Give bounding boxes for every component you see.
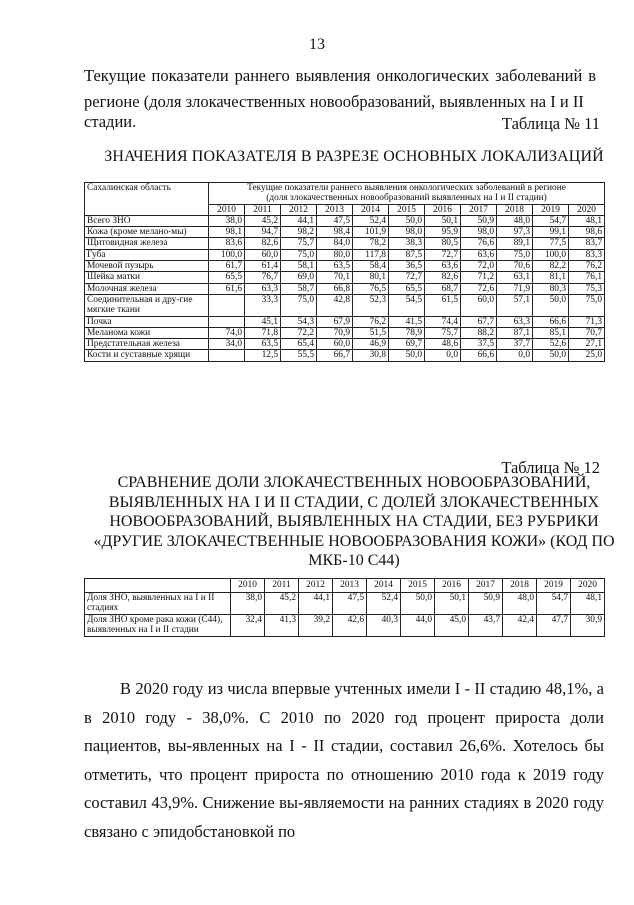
- table-11-cell: 74,4: [425, 316, 461, 327]
- table-11-cell: 52,4: [353, 215, 389, 226]
- table-11-cell: 98,1: [209, 227, 245, 238]
- table-11-cell: 68,7: [425, 283, 461, 294]
- table-11-cell: 52,3: [353, 294, 389, 316]
- body-paragraph: В 2020 году из числа впервые учтенных имели I - II стадию 48,1%, а в 2010 году - 38,0%. С 2010 по 2020 год процент прироста доли пациентов, вы-явленных на I - II стадии, составил 26,6%. Хотелось бы отметить, что процент прироста по отношению 2010 года к 2019 году составил 43,9%. Снижение вы-являемости на ранних стадиях в 2020 году связано с эпидобстановкой по: [84, 679, 604, 841]
- table-12-cell: 47,7: [537, 614, 571, 636]
- table-11-cell: 98,4: [317, 227, 353, 238]
- table-11-row-label: Кожа (кроме мелано-мы): [85, 227, 209, 238]
- table-12-corner-cell: [85, 579, 231, 593]
- table-11-cell: 48,0: [497, 215, 533, 226]
- table-12-cell: 50,0: [401, 593, 435, 615]
- table-11-cell: 71,2: [461, 272, 497, 283]
- table-11-cell: 76,7: [245, 272, 281, 283]
- table-11-cell: 63,5: [317, 261, 353, 272]
- table-11-row-label: Кости и суставные хрящи: [85, 350, 209, 361]
- table-11-cell: 74,0: [209, 327, 245, 338]
- table-11-cell: 80,1: [353, 272, 389, 283]
- table-12-cell: 39,2: [299, 614, 333, 636]
- table-12-cell: 32,4: [231, 614, 265, 636]
- table-11-cell: 50,0: [533, 350, 569, 361]
- table-11-year-2012: 2012: [281, 204, 317, 215]
- table-11-cell: 76,6: [461, 238, 497, 249]
- table-11-row: [85, 327, 605, 338]
- table-11-cell: 80,0: [317, 249, 353, 260]
- table-11-cell: 75,3: [569, 283, 605, 294]
- table-11-row-label: Молочная железа: [85, 283, 209, 294]
- table-11-cell: 37,5: [461, 339, 497, 350]
- table-12-cell: 45,2: [265, 593, 299, 615]
- table-11-cell: 52,6: [533, 339, 569, 350]
- table-11-cell: 76,1: [569, 272, 605, 283]
- table-12-year-2010: 2010: [231, 579, 265, 593]
- table-11-cell: 83,6: [209, 238, 245, 249]
- table-12-cell: 44,1: [299, 593, 333, 615]
- table-11-cell: 72,6: [461, 283, 497, 294]
- table-11-cell: 75,7: [281, 238, 317, 249]
- table-12-year-2018: 2018: [503, 579, 537, 593]
- table-11-cell: 70,7: [569, 327, 605, 338]
- table-11-row-label: Губа: [85, 249, 209, 260]
- table-11-row-label: Шейка матки: [85, 272, 209, 283]
- table-11-cell: 48,1: [569, 215, 605, 226]
- table-11-cell: 66,6: [533, 316, 569, 327]
- table-11-cell: 77,5: [533, 238, 569, 249]
- table-11-cell: 71,9: [497, 283, 533, 294]
- table-11-cell: 72,7: [389, 272, 425, 283]
- table-12-year-2020: 2020: [571, 579, 605, 593]
- table-12-cell: 45,0: [435, 614, 469, 636]
- table-12-year-2012: 2012: [299, 579, 333, 593]
- table-11-row: [85, 339, 605, 350]
- table-11-year-2020: 2020: [569, 204, 605, 215]
- table-11-cell: 100,0: [533, 249, 569, 260]
- table-12-cell: 50,9: [469, 593, 503, 615]
- table-11-cell: 69,7: [389, 339, 425, 350]
- table-11-row-label: Почка: [85, 316, 209, 327]
- table-12-cell: 42,6: [333, 614, 367, 636]
- table-11-cell: 70,9: [317, 327, 353, 338]
- table-11-cell: 54,7: [533, 215, 569, 226]
- table-11-cell: 83,7: [569, 238, 605, 249]
- table-12-year-2014: 2014: [367, 579, 401, 593]
- table-11-row: [85, 261, 605, 272]
- table-11-row-label: Щитовидная железа: [85, 238, 209, 249]
- table-11-cell: 34,0: [209, 339, 245, 350]
- table-12-year-2013: 2013: [333, 579, 367, 593]
- table-12-cell: 38,0: [231, 593, 265, 615]
- table-11-cell: 75,7: [425, 327, 461, 338]
- table-11-row: [85, 350, 605, 361]
- table-11-year-2014: 2014: [353, 204, 389, 215]
- table-11-cell: 63,5: [245, 339, 281, 350]
- table-11-cell: 63,6: [461, 249, 497, 260]
- table-11-year-2013: 2013: [317, 204, 353, 215]
- table-11-row-label: Мочевой пузырь: [85, 261, 209, 272]
- table-12-row: [85, 614, 605, 636]
- table-11-cell: 82,2: [533, 261, 569, 272]
- table-11-cell: 76,5: [353, 283, 389, 294]
- table-11-row: [85, 272, 605, 283]
- table-12-cell: 44,0: [401, 614, 435, 636]
- table-12-row-label: Доля ЗНО кроме рака кожи (С44), выявленных на I и II стадии: [85, 614, 231, 636]
- table-11-title: ЗНАЧЕНИЯ ПОКАЗАТЕЛЯ В РАЗРЕЗЕ ОСНОВНЫХ ЛОКАЛИЗАЦИЙ: [104, 148, 604, 165]
- table-11-row: [85, 227, 605, 238]
- table-11-cell: 36,5: [389, 261, 425, 272]
- table-11-row: [85, 215, 605, 226]
- table-11-cell: 98,6: [569, 227, 605, 238]
- table-11-cell: 50,0: [389, 215, 425, 226]
- table-12-year-2015: 2015: [401, 579, 435, 593]
- table-11-cell: [209, 294, 245, 316]
- table-11-cell: 87,5: [389, 249, 425, 260]
- table-11-label: Таблица № 11: [501, 114, 600, 133]
- table-11-cell: 50,0: [533, 294, 569, 316]
- table-12-cell: 40,3: [367, 614, 401, 636]
- table-11: [84, 182, 605, 362]
- table-11-cell: 83,3: [569, 249, 605, 260]
- table-11-year-2015: 2015: [389, 204, 425, 215]
- table-11-cell: [209, 350, 245, 361]
- table-11-cell: 30,8: [353, 350, 389, 361]
- table-11-year-2019: 2019: [533, 204, 569, 215]
- table-11-row-label: Соединительная и дру-гие мягкие ткани: [85, 294, 209, 316]
- table-11-cell: 65,4: [281, 339, 317, 350]
- table-11-cell: 45,2: [245, 215, 281, 226]
- table-11-row: [85, 283, 605, 294]
- table-11-cell: 63,6: [425, 261, 461, 272]
- table-11-cell: 98,0: [389, 227, 425, 238]
- table-12-title: СРАВНЕНИЕ ДОЛИ ЗЛОКАЧЕСТВЕННЫХ НОВООБРАЗОВАНИЙ, ВЫЯВЛЕННЫХ НА I И II СТАДИИ, С ДОЛЕЙ ЗЛОКАЧЕСТВЕННЫХ НОВООБРАЗОВАНИЙ, ВЫЯВЛЕННЫХ НА СТАДИИ, БЕЗ РУБРИКИ «ДРУГИЕ ЗЛОКАЧЕСТВЕННЫЕ НОВООБРАЗОВАНИЯ КОЖИ» (КОД ПО МКБ-10 С44): [93, 474, 615, 569]
- table-11-cell: 41,5: [389, 316, 425, 327]
- table-12-cell: 43,7: [469, 614, 503, 636]
- table-11-cell: 76,2: [569, 261, 605, 272]
- table-11-row-label: Меланома кожи: [85, 327, 209, 338]
- intro-line-1: Текущие показатели раннего выявления онкологических заболеваний в: [84, 66, 596, 85]
- table-11-cell: 84,0: [317, 238, 353, 249]
- table-11-cell: 63,1: [497, 272, 533, 283]
- table-11-cell: 63,3: [497, 316, 533, 327]
- table-11-cell: 50,9: [461, 215, 497, 226]
- intro-line-2: регионе (доля злокачественных новообразований, выявленных на I и II стадии.: [84, 92, 584, 131]
- table-11-cell: 100,0: [209, 249, 245, 260]
- table-11-cell: 61,5: [425, 294, 461, 316]
- table-11-cell: 72,7: [425, 249, 461, 260]
- table-12-year-2016: 2016: [435, 579, 469, 593]
- table-11-cell: 75,0: [281, 249, 317, 260]
- table-11-cell: 80,3: [533, 283, 569, 294]
- table-11-cell: 38,0: [209, 215, 245, 226]
- table-11-cell: 98,2: [281, 227, 317, 238]
- table-11-cell: 60,0: [461, 294, 497, 316]
- table-11-row: [85, 294, 605, 316]
- table-11-cell: 54,5: [389, 294, 425, 316]
- table-11-cell: 72,2: [281, 327, 317, 338]
- table-11-cell: 70,1: [317, 272, 353, 283]
- table-11-cell: 0,0: [497, 350, 533, 361]
- table-11-row-label: Всего ЗНО: [85, 215, 209, 226]
- table-11-cell: 87,1: [497, 327, 533, 338]
- table-11-cell: 82,6: [245, 238, 281, 249]
- table-11-cell: 46,9: [353, 339, 389, 350]
- table-11-cell: 67,7: [461, 316, 497, 327]
- table-11-cell: 67,9: [317, 316, 353, 327]
- table-11-cell: 25,0: [569, 350, 605, 361]
- table-11-cell: 85,1: [533, 327, 569, 338]
- table-11-header-row: [85, 183, 605, 205]
- table-11-cell: 37,7: [497, 339, 533, 350]
- table-11-row: [85, 238, 605, 249]
- table-11-row: [85, 316, 605, 327]
- table-12-cell: 48,1: [571, 593, 605, 615]
- table-11-cell: 94,7: [245, 227, 281, 238]
- table-11-cell: 82,6: [425, 272, 461, 283]
- table-11-cell: 54,3: [281, 316, 317, 327]
- table-12-year-2011: 2011: [265, 579, 299, 593]
- table-11-cell: 69,0: [281, 272, 317, 283]
- table-12-year-row: [85, 579, 605, 593]
- table-12-cell: 30,9: [571, 614, 605, 636]
- table-12-cell: 47,5: [333, 593, 367, 615]
- table-11-cell: 48,6: [425, 339, 461, 350]
- table-11-cell: 61,7: [209, 261, 245, 272]
- table-11-cell: 97,3: [497, 227, 533, 238]
- table-11-cell: 98,0: [461, 227, 497, 238]
- table-12-cell: 54,7: [537, 593, 571, 615]
- table-11-cell: 60,0: [317, 339, 353, 350]
- table-11-row-label: Предстательная железа: [85, 339, 209, 350]
- table-12-cell: 52,4: [367, 593, 401, 615]
- table-11-cell: 66,6: [461, 350, 497, 361]
- page-number: 13: [309, 36, 325, 53]
- table-12-cell: 50,1: [435, 593, 469, 615]
- table-11-cell: 78,9: [389, 327, 425, 338]
- table-12-year-2017: 2017: [469, 579, 503, 593]
- table-12-cell: 48,0: [503, 593, 537, 615]
- table-11-cell: 47,5: [317, 215, 353, 226]
- table-11-cell: 75,0: [497, 249, 533, 260]
- table-11-cell: 65,5: [389, 283, 425, 294]
- table-11-cell: 0,0: [425, 350, 461, 361]
- table-11-cell: 45,1: [245, 316, 281, 327]
- table-11-cell: 58,7: [281, 283, 317, 294]
- table-11-cell: 12,5: [245, 350, 281, 361]
- table-11-cell: 27,1: [569, 339, 605, 350]
- table-11-cell: 33,3: [245, 294, 281, 316]
- table-11-cell: 58,4: [353, 261, 389, 272]
- table-11-year-2017: 2017: [461, 204, 497, 215]
- table-11-cell: 66,7: [317, 350, 353, 361]
- table-12-row: [85, 593, 605, 615]
- table-11-cell: 72,0: [461, 261, 497, 272]
- table-11-cell: 61,6: [209, 283, 245, 294]
- table-11-cell: 80,5: [425, 238, 461, 249]
- table-11-cell: 101,9: [353, 227, 389, 238]
- table-11-year-2011: 2011: [245, 204, 281, 215]
- table-11-year-2016: 2016: [425, 204, 461, 215]
- table-11-cell: 38,3: [389, 238, 425, 249]
- table-11-cell: 58,1: [281, 261, 317, 272]
- table-11-cell: 81,1: [533, 272, 569, 283]
- table-11-cell: 70,6: [497, 261, 533, 272]
- table-11-header-line-2: (доля злокачественных новообразований выявленных на I и II стадии): [266, 193, 547, 204]
- table-11-cell: 50,0: [389, 350, 425, 361]
- table-11-row: [85, 249, 605, 260]
- table-11-cell: 50,1: [425, 215, 461, 226]
- table-11-cell: [209, 316, 245, 327]
- table-12-label: Таблица № 12: [501, 458, 600, 477]
- table-11-cell: 57,1: [497, 294, 533, 316]
- table-11-cell: 61,4: [245, 261, 281, 272]
- table-12-year-2019: 2019: [537, 579, 571, 593]
- table-12: [84, 578, 605, 637]
- table-11-cell: 99,1: [533, 227, 569, 238]
- table-11-cell: 51,5: [353, 327, 389, 338]
- table-11-cell: 95,9: [425, 227, 461, 238]
- table-11-cell: 71,8: [245, 327, 281, 338]
- table-11-cell: 65,5: [209, 272, 245, 283]
- table-12-cell: 41,3: [265, 614, 299, 636]
- table-11-cell: 63,3: [245, 283, 281, 294]
- table-11-cell: 55,5: [281, 350, 317, 361]
- table-11-cell: 88,2: [461, 327, 497, 338]
- table-11-header-cell: [209, 183, 605, 205]
- table-11-cell: 44,1: [281, 215, 317, 226]
- table-11-cell: 75,0: [569, 294, 605, 316]
- table-11-cell: 75,0: [281, 294, 317, 316]
- table-11-year-2018: 2018: [497, 204, 533, 215]
- table-11-cell: 66,8: [317, 283, 353, 294]
- table-11-cell: 42,8: [317, 294, 353, 316]
- table-12-row-label: Доля ЗНО, выявленных на I и II стадиях: [85, 593, 231, 615]
- table-11-cell: 71,3: [569, 316, 605, 327]
- table-11-year-2010: 2010: [209, 204, 245, 215]
- table-11-cell: 117,8: [353, 249, 389, 260]
- table-11-corner-cell: Сахалинская область: [85, 183, 209, 216]
- table-12-cell: 42,4: [503, 614, 537, 636]
- table-11-cell: 89,1: [497, 238, 533, 249]
- table-11-cell: 76,2: [353, 316, 389, 327]
- table-11-cell: 60,0: [245, 249, 281, 260]
- table-11-cell: 78,2: [353, 238, 389, 249]
- table-11-header-line-1: Текущие показатели раннего выявления онкологических заболеваний в регионе: [247, 183, 566, 193]
